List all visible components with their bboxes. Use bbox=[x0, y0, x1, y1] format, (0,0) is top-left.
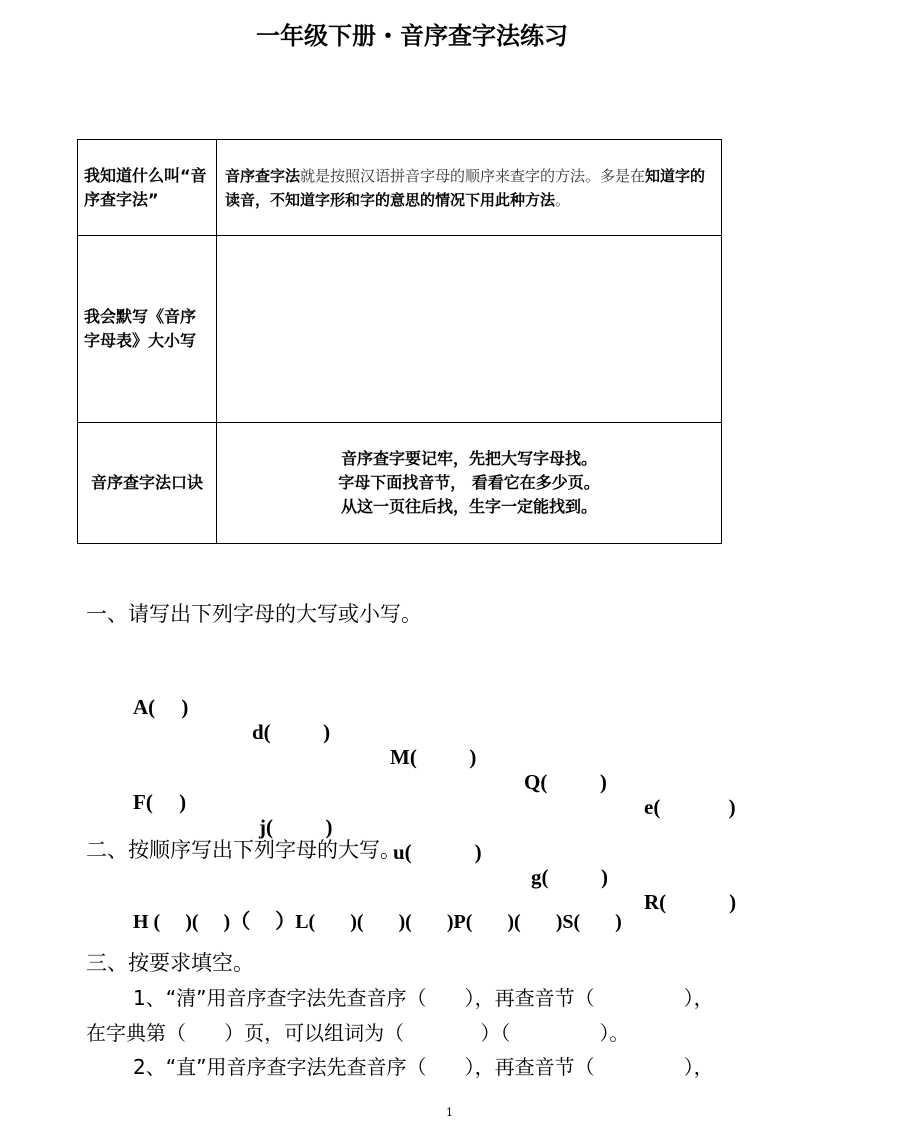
definition-text: 就是按照汉语拼音字母的顺序来查字的方法。多是在 bbox=[300, 166, 646, 185]
definition-cell bbox=[217, 140, 722, 236]
letter-item: F( ) bbox=[133, 790, 187, 814]
label-definition: 我知道什么叫“音序查字法” bbox=[78, 140, 217, 236]
rhyme-line: 音序查字要记牢，先把大写字母找。 bbox=[340, 449, 597, 468]
info-table bbox=[77, 139, 722, 544]
letter-item: d( ) bbox=[252, 720, 331, 744]
question-1-line-1: 1、“清”用音序查字法先查音序（ ），再查音节（ ）， bbox=[133, 986, 714, 1010]
rhyme-line: 字母下面找音节， 看看它在多少页。 bbox=[338, 473, 600, 492]
label-alphabet: 我会默写《音序字母表》大小写 bbox=[78, 236, 217, 423]
table-row bbox=[78, 423, 722, 544]
rhyme-cell bbox=[217, 423, 722, 544]
letter-item: M( ) bbox=[390, 745, 477, 769]
page-number: 1 bbox=[446, 1106, 453, 1119]
label-rhyme: 音序查字法口诀 bbox=[78, 423, 217, 544]
letter-item: g( ) bbox=[531, 865, 608, 889]
letter-item: Q( ) bbox=[524, 770, 607, 794]
letter-item: e( ) bbox=[644, 795, 736, 819]
definition-term: 音序查字法 bbox=[225, 166, 301, 185]
letter-item: A( ) bbox=[133, 695, 189, 719]
alphabet-writing-area[interactable] bbox=[217, 236, 722, 423]
question-1-line-2: 在字典第（ ）页，可以组词为（ ）（ ）。 bbox=[86, 1021, 630, 1045]
section3-heading: 三、按要求填空。 bbox=[86, 951, 254, 975]
table-row bbox=[78, 140, 722, 236]
letter-item: j( ) bbox=[259, 815, 333, 839]
letter-item: u( ) bbox=[393, 840, 482, 864]
section1-heading: 一、请写出下列字母的大写或小写。 bbox=[86, 602, 422, 626]
question-2-line-1: 2、“直”用音序查字法先查音序（ ），再查音节（ ）， bbox=[133, 1055, 714, 1079]
section2-heading: 二、按顺序写出下列字母的大写。 bbox=[86, 838, 401, 862]
alphabet-sequence: H ( )( )（ ）L( )( )( )P( )( )S( ) bbox=[133, 911, 622, 933]
rhyme-line: 从这一页往后找，生字一定能找到。 bbox=[340, 497, 597, 516]
definition-end: 。 bbox=[555, 190, 571, 209]
page-title: 一年级下册・音序查字法练习 bbox=[256, 22, 568, 50]
table-row bbox=[78, 236, 722, 423]
letter-item: R( ) bbox=[644, 890, 737, 914]
definition-emphasis: 知道字的读音，不知道字形和字的意思的情况下用此种方法 bbox=[225, 166, 706, 209]
